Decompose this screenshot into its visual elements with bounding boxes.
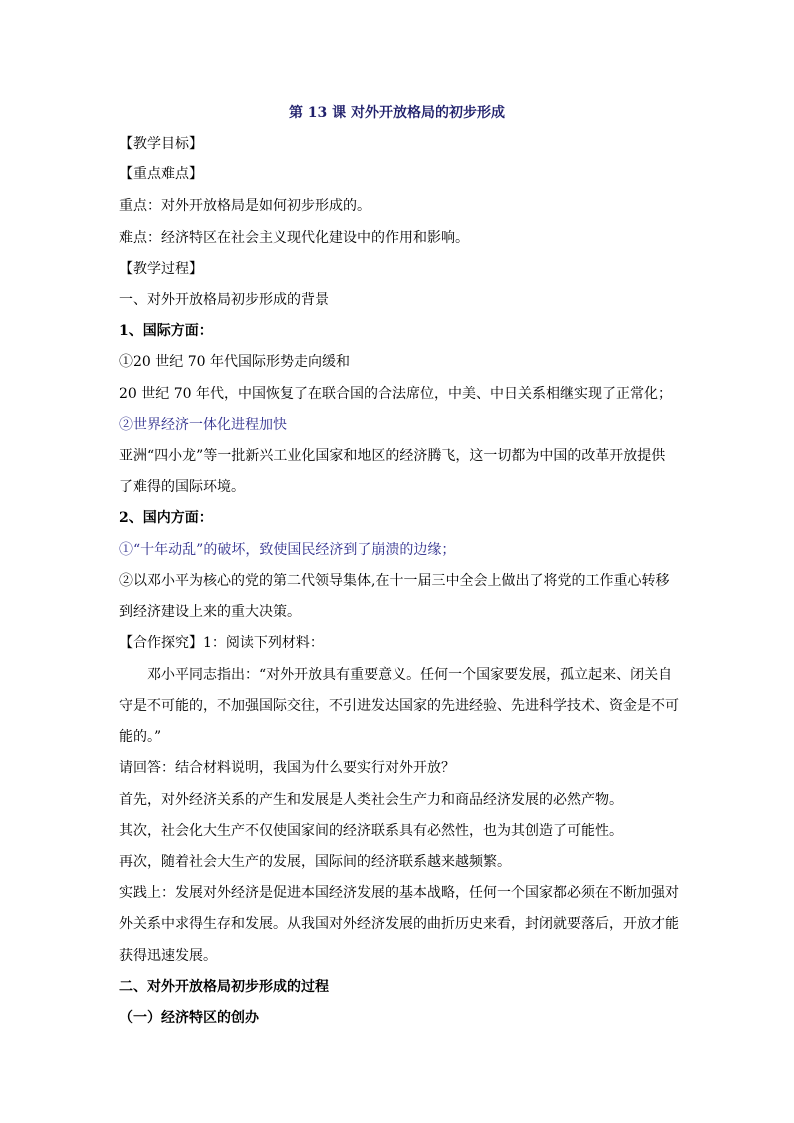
section-heading-key-points: 【重点难点】 — [119, 166, 203, 182]
answer-line: 其次，社会化大生产不仅使国家间的经济联系具有必然性，也为其创造了可能性。 — [119, 823, 623, 839]
answer-line: 实践上：发展对外经济是促进本国经济发展的基本战略，任何一个国家都必须在不断加强对 — [119, 885, 679, 901]
paragraph-line: 到经济建设上来的重大决策。 — [119, 604, 301, 620]
paragraph-line: ①“十年动乱”的破坏，致使国民经济到了崩溃的边缘； — [119, 542, 456, 558]
answer-line: 外关系中求得生存和发展。从我国对外经济发展的曲折历史来看，封闭就要落后，开放才能 — [119, 916, 679, 932]
heading-special-economic-zones: （一）经济特区的创办 — [119, 1010, 259, 1026]
key-point-text: 重点：对外开放格局是如何初步形成的。 — [119, 198, 371, 214]
question-line: 请回答：结合材料说明，我国为什么要实行对外开放？ — [119, 760, 455, 776]
paragraph-line: ②以邓小平为核心的党的第二代领导集体,在十一届三中全会上做出了将党的工作重心转移 — [119, 573, 670, 589]
paragraph-line: 亚洲“四小龙”等一批新兴工业化国家和地区的经济腾飞，这一切都为中国的改革开放提供 — [119, 448, 666, 464]
paragraph-line: ②世界经济一体化进程加快 — [119, 417, 287, 433]
page-title: 第 13 课 对外开放格局的初步形成 — [288, 105, 506, 121]
answer-line: 首先，对外经济关系的产生和发展是人类社会生产力和商品经济发展的必然产物。 — [119, 792, 623, 808]
heading-process: 二、对外开放格局初步形成的过程 — [119, 979, 329, 995]
heading-domestic: 2、国内方面： — [119, 510, 213, 526]
section-heading-teaching-goals: 【教学目标】 — [119, 136, 203, 152]
heading-cooperative-inquiry: 【合作探究】1：阅读下列材料： — [119, 635, 324, 651]
heading-international: 1、国际方面： — [119, 323, 213, 339]
section-heading-teaching-process: 【教学过程】 — [119, 261, 203, 277]
quote-line: 守是不可能的，不加强国际交往，不引进发达国家的先进经验、先进科学技术、资金是不可 — [119, 698, 679, 714]
answer-line: 再次，随着社会大生产的发展，国际间的经济联系越来越频繁。 — [119, 854, 511, 870]
paragraph-line: ①20 世纪 70 年代国际形势走向缓和 — [119, 354, 350, 370]
quote-line: 邓小平同志指出：“对外开放具有重要意义。任何一个国家要发展，孤立起来、闭关自 — [147, 667, 673, 683]
quote-line: 能的。” — [119, 729, 162, 745]
paragraph-line: 了难得的国际环境。 — [119, 479, 245, 495]
heading-background: 一、对外开放格局初步形成的背景 — [119, 292, 329, 308]
answer-line: 获得迅速发展。 — [119, 948, 217, 964]
difficult-point-text: 难点：经济特区在社会主义现代化建设中的作用和影响。 — [119, 230, 469, 246]
paragraph-line: 20 世纪 70 年代，中国恢复了在联合国的合法席位，中美、中日关系相继实现了正常化； — [119, 386, 672, 402]
